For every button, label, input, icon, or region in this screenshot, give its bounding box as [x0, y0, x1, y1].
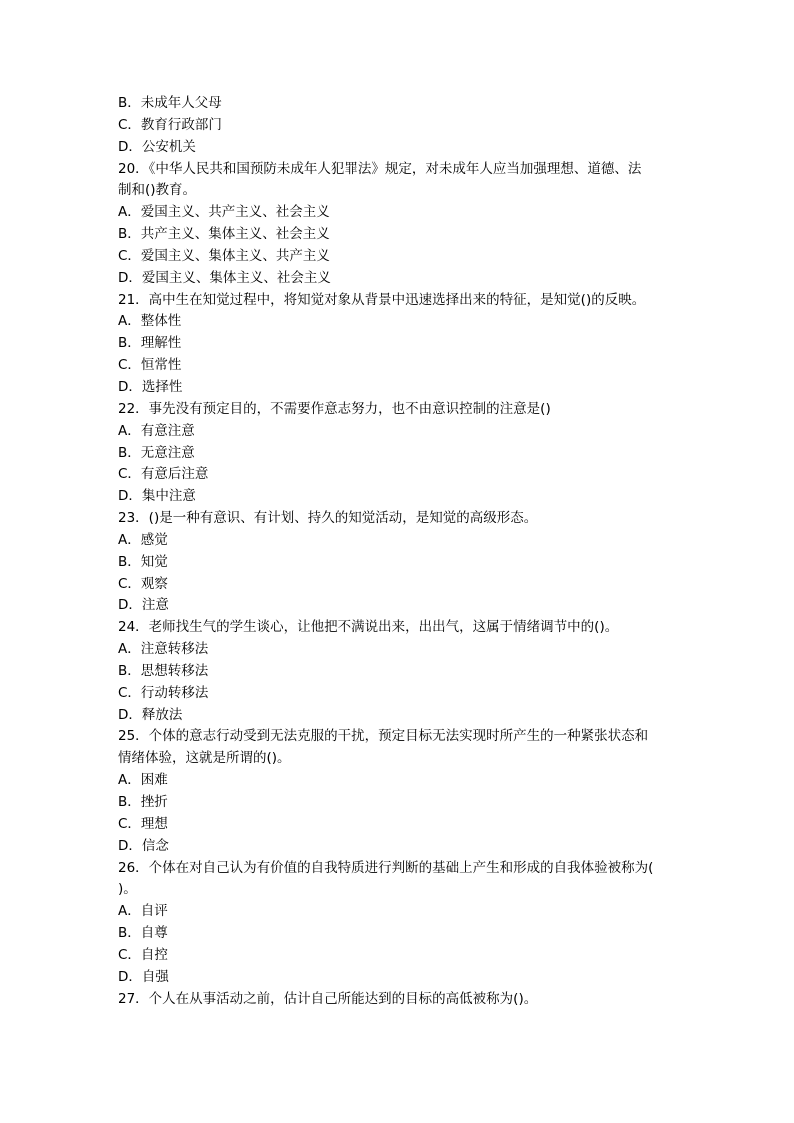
answer-option: B．未成年人父母	[118, 95, 222, 111]
question-text-continued: 情绪体验，这就是所谓的()。	[118, 750, 291, 767]
answer-option: C．教育行政部门	[118, 116, 222, 133]
answer-option: B．思想转移法	[118, 662, 209, 679]
answer-option: C．理想	[118, 815, 168, 832]
question-text: 27．个人在从事活动之前，估计自己所能达到的目标的高低被称为()。	[118, 990, 538, 1007]
answer-option: D．选择性	[118, 378, 183, 395]
answer-option: C．行动转移法	[118, 684, 209, 701]
answer-option: B．自尊	[118, 925, 168, 942]
answer-option: B．理解性	[118, 335, 182, 352]
answer-option: A．自评	[118, 903, 168, 920]
question-text: 24．老师找生气的学生谈心，让他把不满说出来，出出气，这属于情绪调节中的()。	[118, 619, 619, 636]
answer-option: A．注意转移法	[118, 641, 209, 658]
answer-option: D．信念	[118, 837, 169, 854]
question-text: 22．事先没有预定目的，不需要作意志努力，也不由意识控制的注意是()	[118, 400, 551, 417]
question-text-continued: )。	[118, 881, 137, 898]
answer-option: A．整体性	[118, 313, 182, 330]
answer-option: D．爱国主义、集体主义、社会主义	[118, 269, 331, 286]
document-body	[118, 93, 688, 1010]
answer-option: D．注意	[118, 597, 169, 614]
answer-option: C．爱国主义、集体主义、共产主义	[118, 247, 330, 264]
answer-option: B．共产主义、集体主义、社会主义	[118, 226, 330, 243]
answer-option: D．公安机关	[118, 138, 196, 155]
answer-option: B．挫折	[118, 794, 168, 810]
answer-option: A．爱国主义、共产主义、社会主义	[118, 204, 330, 221]
answer-option: C．观察	[118, 575, 168, 592]
answer-option: C．恒常性	[118, 357, 182, 374]
question-text: 26．个体在对自己认为有价值的自我特质进行判断的基础上产生和形成的自我体验被称为(	[118, 859, 654, 876]
answer-option: D．集中注意	[118, 488, 196, 505]
question-text-continued: 制和()教育。	[118, 182, 197, 199]
answer-option: B．无意注意	[118, 444, 195, 461]
question-text: 23．()是一种有意识、有计划、持久的知觉活动，是知觉的高级形态。	[118, 510, 538, 527]
answer-option: C．有意后注意	[118, 466, 209, 483]
answer-option: D．自强	[118, 968, 169, 985]
question-text: 20．《中华人民共和国预防未成年人犯罪法》规定，对未成年人应当加强理想、道德、法	[118, 160, 642, 177]
question-text: 25．个体的意志行动受到无法克服的干扰，预定目标无法实现时所产生的一种紧张状态和	[118, 728, 649, 745]
question-text: 21．高中生在知觉过程中，将知觉对象从背景中迅速选择出来的特征，是知觉()的反映。	[118, 291, 646, 308]
answer-option: D．释放法	[118, 706, 183, 723]
answer-option: B．知觉	[118, 553, 168, 570]
answer-option: A．有意注意	[118, 422, 195, 439]
answer-option: C．自控	[118, 946, 168, 963]
answer-option: A．困难	[118, 772, 168, 789]
answer-option: A．感觉	[118, 531, 168, 548]
